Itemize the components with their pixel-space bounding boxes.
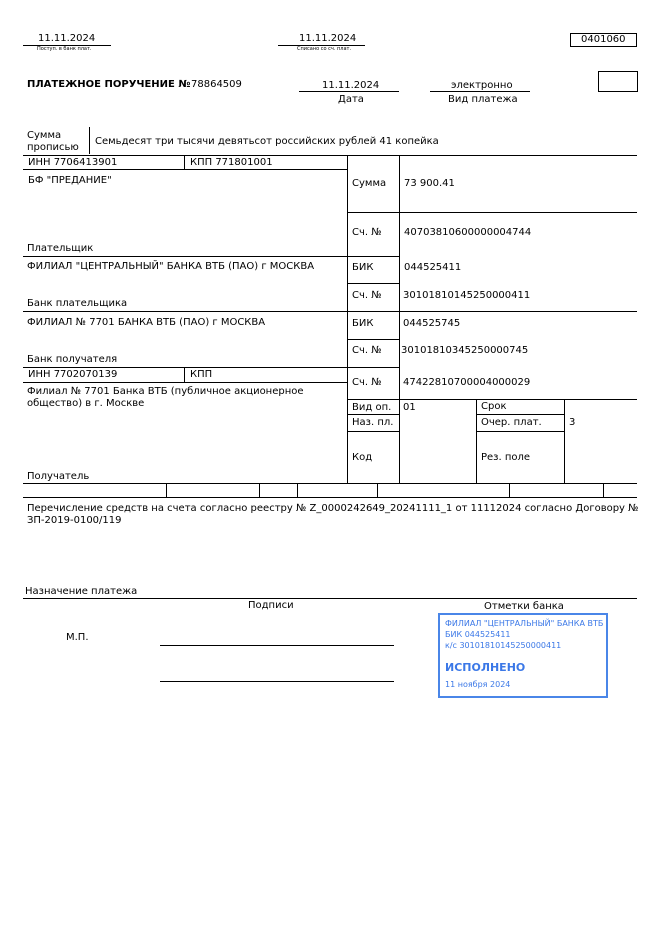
order-date: 11.11.2024 — [322, 80, 380, 91]
tax-col-1 — [166, 483, 167, 497]
rule-codes-2-right — [476, 431, 565, 432]
payer-kpp: КПП 771801001 — [190, 157, 273, 168]
rule-amount — [347, 212, 637, 213]
stamp-status: ИСПОЛНЕНО — [445, 661, 526, 674]
payer-bank-bik-label: БИК — [352, 262, 374, 273]
payer-inn-kpp-divider — [184, 155, 185, 169]
payer-bank-bik: 044525411 — [404, 262, 462, 273]
amount-words-text: Семьдесят три тысячи девятьсот российских рублей 41 копейка — [95, 136, 439, 147]
payee-account-label: Сч. № — [352, 377, 382, 388]
rule-payer-bik — [347, 283, 400, 284]
payee-account: 47422810700004000029 — [403, 377, 531, 388]
codes-divider-mid — [476, 399, 477, 484]
rule-bik-top — [347, 256, 400, 257]
payee-bank-bik: 044525745 — [403, 318, 461, 329]
payee-bank-bik-label: БИК — [352, 318, 374, 329]
payee-caption: Получатель — [27, 471, 90, 482]
payer-bank-account-label: Сч. № — [352, 290, 382, 301]
order-date-caption: Дата — [338, 94, 364, 105]
status-box — [598, 71, 638, 92]
payer-account-label: Сч. № — [352, 227, 382, 238]
order-title: ПЛАТЕЖНОЕ ПОРУЧЕНИЕ № — [27, 79, 191, 90]
rule-payer-inn — [23, 169, 348, 170]
rule-payee-bik — [347, 339, 400, 340]
payee-bank-account-label: Сч. № — [352, 345, 382, 356]
rule-payee-bank — [23, 367, 348, 368]
vid-op-label: Вид оп. — [352, 402, 392, 413]
rule-payee — [23, 483, 637, 484]
stamp-bik: БИК 044525411 — [445, 630, 511, 639]
payee-bank-account: 30101810345250000745 — [401, 345, 529, 356]
payee-name-1: Филиал № 7701 Банка ВТБ (публичное акционерное — [27, 386, 304, 397]
payer-name: БФ "ПРЕДАНИЕ" — [28, 175, 112, 186]
tax-col-5 — [509, 483, 510, 497]
mp-label: М.П. — [66, 632, 89, 643]
amount-words-divider — [89, 127, 90, 154]
rule-codes-1-right — [476, 414, 565, 415]
srok-label: Срок — [481, 401, 507, 412]
rule-main-top — [23, 155, 637, 156]
purpose-line-1: Перечисление средств на счета согласно реестру № Z_0000242649_20241111_1 от 11112024 согласно Договору № — [27, 503, 639, 514]
bank-stamp — [438, 613, 608, 698]
payee-inn-kpp-divider — [184, 367, 185, 382]
rule-codes-1-left — [347, 414, 400, 415]
rule-payee-bank-right — [347, 367, 400, 368]
rule-purpose — [23, 598, 637, 599]
codes-divider-right — [564, 399, 565, 484]
tax-col-4 — [377, 483, 378, 497]
payment-type: электронно — [451, 80, 513, 91]
payer-inn: ИНН 7706413901 — [28, 157, 118, 168]
rule-tax-row — [23, 497, 637, 498]
order-number: 78864509 — [191, 79, 242, 90]
col-divider-left — [347, 155, 348, 484]
rule-payee-inn — [23, 382, 348, 383]
tax-col-3 — [297, 483, 298, 497]
ocher-label: Очер. плат. — [481, 417, 542, 428]
stamp-bank-name: ФИЛИАЛ "ЦЕНТРАЛЬНЫЙ" БАНКА ВТБ — [445, 619, 604, 628]
payee-kpp: КПП — [190, 369, 213, 380]
rule-payer — [23, 256, 348, 257]
purpose-line-2: ЗП-2019-0100/119 — [27, 515, 122, 526]
rule-codes-2-left — [347, 431, 400, 432]
received-date-caption: Поступ. в банк плат. — [37, 46, 92, 52]
payer-bank-caption: Банк плательщика — [27, 298, 128, 309]
received-date: 11.11.2024 — [38, 33, 96, 44]
ocher-value: 3 — [569, 417, 576, 428]
payee-name-2: общество) в г. Москве — [27, 398, 145, 409]
payee-inn: ИНН 7702070139 — [28, 369, 118, 380]
amount-label: Сумма — [352, 178, 387, 189]
payment-type-caption: Вид платежа — [448, 94, 518, 105]
signature-line-1 — [160, 645, 394, 646]
signature-line-2 — [160, 681, 394, 682]
rez-label: Рез. поле — [481, 452, 531, 463]
payee-bank-caption: Банк получателя — [27, 354, 118, 365]
vid-op-value: 01 — [403, 402, 416, 413]
tax-col-6 — [603, 483, 604, 497]
payer-account: 40703810600000004744 — [404, 227, 532, 238]
purpose-caption: Назначение платежа — [25, 586, 138, 597]
tax-col-2 — [259, 483, 260, 497]
order-date-line — [299, 91, 399, 92]
payment-type-line — [430, 91, 530, 92]
rule-codes-top — [347, 399, 637, 400]
naz-pl-label: Наз. пл. — [352, 417, 394, 428]
amount-words-label-1: Сумма — [27, 130, 62, 141]
col-divider-right — [399, 155, 400, 484]
form-code: 0401060 — [581, 34, 626, 45]
signatures-label: Подписи — [248, 600, 294, 611]
rule-payer-bank-right — [347, 311, 637, 312]
amount-value: 73 900.41 — [404, 178, 455, 189]
stamp-date: 11 ноября 2024 — [445, 680, 511, 689]
payer-bank-name: ФИЛИАЛ "ЦЕНТРАЛЬНЫЙ" БАНКА ВТБ (ПАО) г МОСКВА — [27, 261, 315, 272]
payer-bank-account: 30101810145250000411 — [403, 290, 531, 301]
rule-payer-bank — [23, 311, 348, 312]
payee-bank-name: ФИЛИАЛ № 7701 БАНКА ВТБ (ПАО) г МОСКВА — [27, 317, 266, 328]
bank-marks-label: Отметки банка — [484, 601, 564, 612]
amount-words-label-2: прописью — [27, 142, 79, 153]
stamp-corr-account: к/с 30101810145250000411 — [445, 641, 562, 650]
debited-date: 11.11.2024 — [299, 33, 357, 44]
kod-label: Код — [352, 452, 373, 463]
debited-date-caption: Списано со сч. плат. — [297, 46, 352, 52]
payer-caption: Плательщик — [27, 243, 94, 254]
